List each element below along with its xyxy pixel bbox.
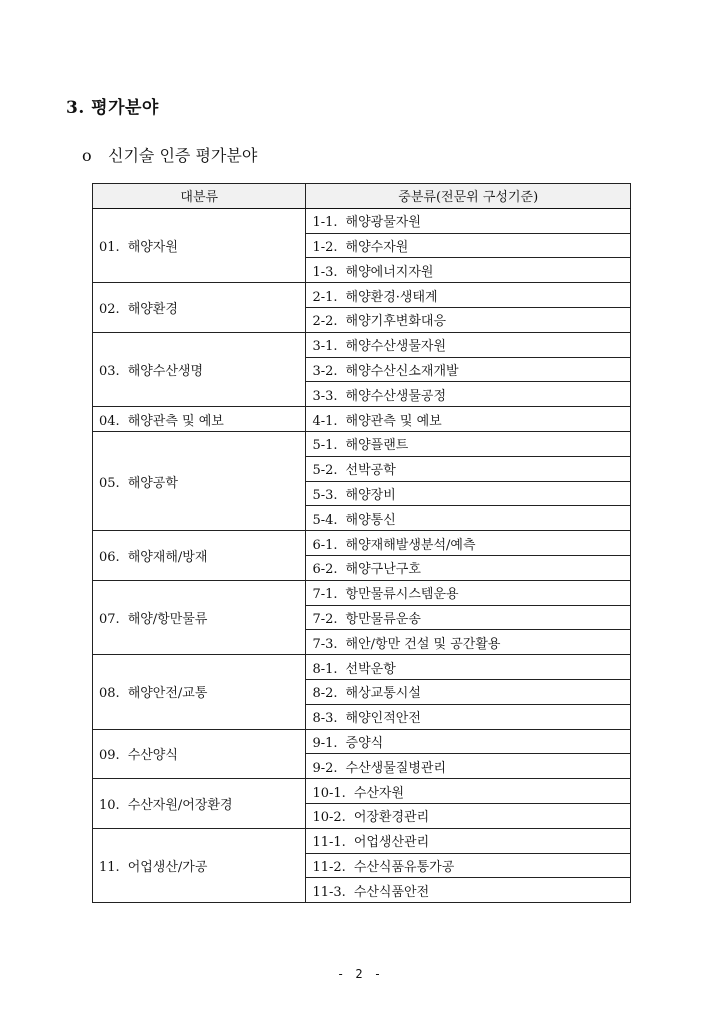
major-category-cell [93,208,306,282]
mid-category-code: 11-3. [312,884,346,900]
table-row [93,407,631,432]
header-major-category: 대분류 [93,184,306,209]
major-category-cell [93,407,306,432]
table-row [93,729,631,754]
mid-category-name: 해양수자원 [345,239,409,255]
mid-category-name: 어장환경관리 [353,810,430,826]
major-category-code: 02. [99,301,120,317]
major-category-cell [93,580,306,654]
mid-category-name: 수산생물질병관리 [345,760,447,776]
mid-category-name: 선박공학 [345,463,396,479]
major-category-cell [93,828,306,902]
mid-category-cell [306,456,631,481]
mid-category-code: 1-3. [312,264,338,280]
mid-category-name: 수산식품유통가공 [353,859,455,875]
major-category-cell [93,729,306,779]
table-header-row [93,184,631,209]
section-title: 3. 평가분야 [66,98,159,118]
mid-category-name: 해양플랜트 [345,438,409,454]
mid-category-cell [306,555,631,580]
mid-category-code: 5-3. [312,487,338,503]
major-category-name: 해양환경 [127,301,178,317]
mid-category-code: 2-2. [312,314,338,330]
major-category-name: 해양수산생명 [127,363,204,379]
mid-category-cell [306,283,631,308]
mid-category-cell [306,233,631,258]
major-category-name: 해양자원 [127,239,178,255]
major-category-cell [93,531,306,581]
mid-category-code: 1-1. [312,215,338,231]
mid-category-cell [306,208,631,233]
table-row [93,655,631,680]
mid-category-name: 해양통신 [345,512,396,528]
table-row [93,283,631,308]
major-category-code: 09. [99,748,120,764]
mid-category-cell [306,704,631,729]
mid-category-cell [306,407,631,432]
major-category-name: 해양관측 및 예보 [127,413,224,429]
mid-category-code: 5-4. [312,512,338,528]
mid-category-cell [306,754,631,779]
mid-category-cell [306,803,631,828]
mid-category-cell [306,258,631,283]
mid-category-name: 해상교통시설 [345,686,421,702]
mid-category-code: 8-3. [312,711,338,727]
evaluation-field-table [92,183,631,903]
major-category-code: 06. [99,549,120,565]
subtitle-text: 신기술 인증 평가분야 [108,146,258,165]
mid-category-name: 해양인적안전 [345,711,421,727]
major-category-name: 어업생산/가공 [127,859,208,875]
major-category-cell [93,431,306,530]
mid-category-code: 9-1. [312,735,338,751]
major-category-cell [93,332,306,406]
mid-category-code: 1-2. [312,239,338,255]
mid-category-code: 8-1. [312,661,338,677]
major-category-code: 07. [99,611,120,627]
major-category-name: 해양안전/교통 [127,686,208,702]
major-category-name: 해양공학 [127,475,178,491]
table-row [93,531,631,556]
mid-category-code: 7-1. [312,587,338,603]
major-category-name: 수산자원/어장환경 [127,797,233,813]
mid-category-cell [306,630,631,655]
table-row [93,828,631,853]
mid-category-code: 4-1. [312,413,338,429]
mid-category-code: 6-2. [312,562,338,578]
mid-category-code: 3-3. [312,388,338,404]
mid-category-code: 3-2. [312,363,338,379]
header-mid-category: 중분류(전문위 구성기준) [306,184,631,209]
mid-category-name: 해양재해발생분석/예측 [345,537,476,553]
major-category-code: 08. [99,686,120,702]
mid-category-code: 11-1. [312,835,346,851]
mid-category-code: 9-2. [312,760,338,776]
mid-category-name: 수산자원 [353,785,405,801]
major-category-code: 05. [99,475,120,491]
mid-category-name: 어업생산관리 [353,835,430,851]
major-category-code: 04. [99,413,120,429]
mid-category-name: 해양수산신소재개발 [345,363,459,379]
major-category-cell [93,779,306,829]
major-category-cell [93,283,306,333]
mid-category-cell [306,655,631,680]
mid-category-cell [306,357,631,382]
mid-category-cell [306,431,631,456]
mid-category-name: 선박운항 [345,661,396,677]
mid-category-code: 3-1. [312,339,338,355]
mid-category-cell [306,853,631,878]
mid-category-name: 해양에너지자원 [345,264,434,280]
mid-category-cell [306,779,631,804]
table-row [93,332,631,357]
mid-category-code: 6-1. [312,537,338,553]
mid-category-code: 5-2. [312,463,338,479]
mid-category-name: 해양수산생물자원 [345,339,447,355]
mid-category-cell [306,828,631,853]
major-category-name: 해양재해/방재 [127,549,208,565]
table-row [93,208,631,233]
mid-category-cell [306,531,631,556]
mid-category-cell [306,729,631,754]
mid-category-code: 11-2. [312,859,346,875]
major-category-code: 11. [99,859,120,875]
major-category-code: 01. [99,239,120,255]
mid-category-name: 해안/항만 건설 및 공간활용 [345,636,501,652]
subtitle [82,143,257,166]
mid-category-code: 10-2. [312,810,346,826]
mid-category-name: 해양기후변화대응 [345,314,447,330]
major-category-name: 수산양식 [127,748,178,764]
mid-category-name: 해양장비 [345,487,396,503]
mid-category-name: 해양구난구호 [345,562,421,578]
mid-category-cell [306,481,631,506]
mid-category-name: 증양식 [345,735,384,751]
mid-category-code: 2-1. [312,289,338,305]
mid-category-cell [306,878,631,903]
mid-category-cell [306,382,631,407]
mid-category-name: 해양수산생물공정 [345,388,447,404]
mid-category-name: 해양환경·생태계 [345,289,438,305]
major-category-code: 03. [99,363,120,379]
mid-category-name: 해양관측 및 예보 [345,413,442,429]
mid-category-name: 해양광물자원 [345,215,421,231]
mid-category-code: 10-1. [312,785,346,801]
bullet-icon: o [82,146,92,165]
mid-category-cell [306,605,631,630]
table-row [93,431,631,456]
mid-category-cell [306,506,631,531]
major-category-cell [93,655,306,729]
mid-category-name: 항만물류시스템운용 [345,587,459,603]
mid-category-name: 항만물류운송 [345,611,421,627]
mid-category-name: 수산식품안전 [353,884,430,900]
mid-category-cell [306,332,631,357]
mid-category-code: 5-1. [312,438,338,454]
major-category-code: 10. [99,797,120,813]
mid-category-cell [306,307,631,332]
table-body [93,208,631,902]
major-category-name: 해양/항만물류 [127,611,208,627]
mid-category-code: 8-2. [312,686,338,702]
page-number: - 2 - [336,967,384,981]
table-row [93,580,631,605]
table-row [93,779,631,804]
mid-category-cell [306,679,631,704]
mid-category-code: 7-2. [312,611,338,627]
mid-category-cell [306,580,631,605]
mid-category-code: 7-3. [312,636,338,652]
